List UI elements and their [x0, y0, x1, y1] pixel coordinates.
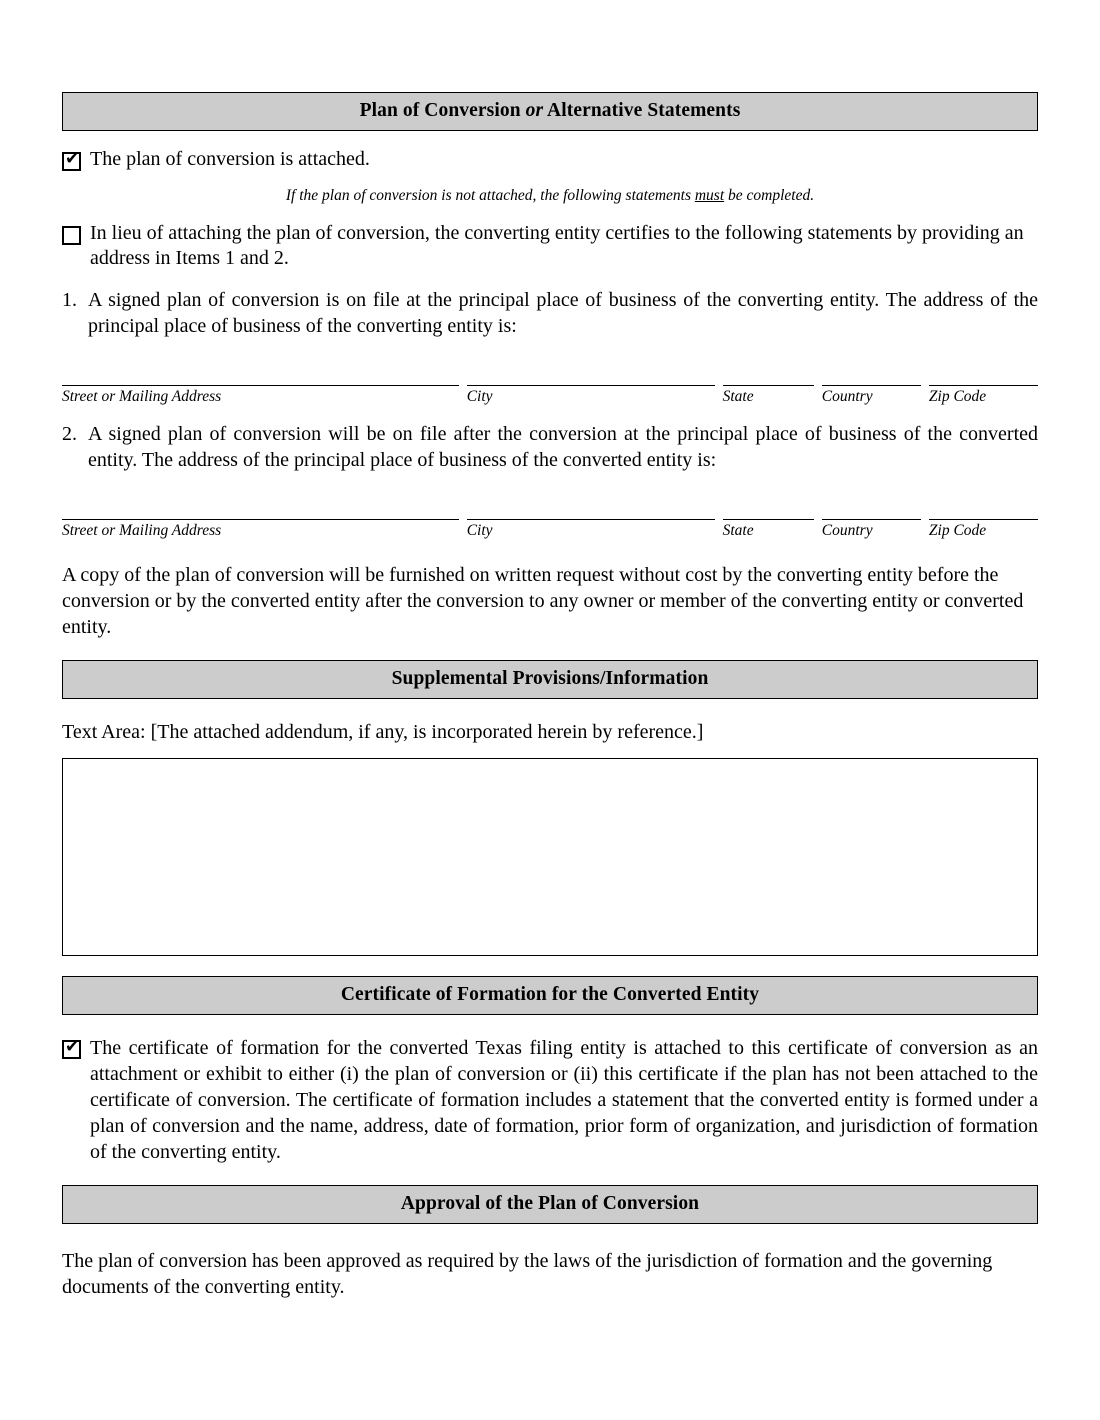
approval-text: The plan of conversion has been approved as required by the laws of the jurisdiction of formation and the governing documents of the converting entity.: [62, 1249, 993, 1298]
plan-in-lieu-row[interactable]: [62, 221, 1038, 272]
state-label-1: State: [722, 387, 754, 405]
plan-in-lieu-checkbox[interactable]: [62, 226, 81, 245]
country-label-1: Country: [821, 387, 873, 405]
state-input-2[interactable]: [723, 499, 814, 520]
plan-item-1-number: 1.: [62, 288, 77, 311]
label-gap: [814, 522, 822, 540]
certificate-attached-row[interactable]: [62, 1035, 1038, 1165]
city-label-1: City: [466, 387, 493, 405]
street-label-1: Street or Mailing Address: [62, 387, 222, 405]
certificate-attached-checkbox[interactable]: [62, 1040, 81, 1059]
country-input-1[interactable]: [822, 365, 921, 386]
section-header-supplemental: Supplemental Provisions/Information: [62, 660, 1038, 699]
section-header-certificate-of-formation: Certificate of Formation for the Converted Entity: [62, 976, 1038, 1015]
section-header-plan-text-1: Plan of Conversion: [359, 100, 526, 121]
street-input-2[interactable]: [62, 499, 459, 520]
state-label-2: State: [722, 521, 754, 539]
label-gap: [921, 522, 929, 540]
street-input-1[interactable]: [62, 365, 459, 386]
section-header-plan-of-conversion: [62, 92, 1038, 131]
label-gap: [715, 522, 723, 540]
label-gap: [459, 522, 467, 540]
certificate-attached-text: The certificate of formation for the converted Texas filing entity is attached to this certificate of conversion as an attachment or exhibit to either (i) the plan of conversion or (ii) this certificate if the plan has not been attached to the certificate of conversion. The certificate of formation includes a statement that the converted entity is formed under a plan of conversion and the name, address, date of formation, prior form of organization, and jurisdiction of formation of the converting entity.: [90, 1036, 1038, 1163]
country-label-2: Country: [821, 521, 873, 539]
plan-attached-checkbox[interactable]: [62, 152, 81, 171]
label-gap: [715, 388, 723, 406]
label-gap: [459, 388, 467, 406]
spacer: [62, 1165, 1038, 1185]
street-label-2: Street or Mailing Address: [62, 521, 222, 539]
city-label-2: City: [466, 521, 493, 539]
state-input-1[interactable]: [723, 365, 814, 386]
city-input-1[interactable]: [467, 365, 715, 386]
plan-attached-label: The plan of conversion is attached.: [90, 148, 370, 170]
address-fields-1: [62, 365, 1038, 386]
plan-not-attached-note: [62, 187, 1038, 205]
supplemental-textarea-label: Text Area: [The attached addendum, if any, is incorporated herein by reference.]: [62, 720, 704, 743]
plan-item-2: [62, 421, 1038, 473]
plan-item-2-text: A signed plan of conversion will be on file after the conversion at the principal place of business of the converted entity. The address of the principal place of business of the converted entity is:: [88, 422, 1038, 471]
spacer: [62, 956, 1038, 976]
label-gap: [814, 388, 822, 406]
spacer: [62, 640, 1038, 660]
section-header-approval: Approval of the Plan of Conversion: [62, 1185, 1038, 1224]
address-fields-2: [62, 499, 1038, 520]
plan-item-1: [62, 287, 1038, 339]
zip-input-1[interactable]: [929, 365, 1038, 386]
plan-attached-row[interactable]: [62, 147, 1038, 173]
note-must: must: [694, 186, 725, 204]
zip-label-2: Zip Code: [928, 521, 987, 539]
supplemental-textarea[interactable]: [62, 758, 1038, 956]
plan-item-1-text: A signed plan of conversion is on file at the principal place of business of the converting entity. The address of the principal place of business of the converting entity is:: [88, 288, 1038, 337]
city-input-2[interactable]: [467, 499, 715, 520]
zip-label-1: Zip Code: [928, 387, 987, 405]
note-prefix: If the plan of conversion is not attached, the following statements: [285, 186, 695, 204]
zip-input-2[interactable]: [929, 499, 1038, 520]
section-header-plan-text-2: Alternative Statements: [543, 100, 741, 121]
plan-copy-paragraph: A copy of the plan of conversion will be furnished on written request without cost by the converting entity before the conversion or by the converted entity after the conversion to any owner or member of the converting entity or converted entity.: [62, 563, 1024, 638]
address-labels-1: [62, 388, 1038, 406]
label-gap: [921, 388, 929, 406]
plan-in-lieu-label: In lieu of attaching the plan of conversion, the converting entity certifies to the following statements by providing an address in Items 1 and 2.: [90, 221, 1024, 270]
country-input-2[interactable]: [822, 499, 921, 520]
address-labels-2: [62, 522, 1038, 540]
section-header-plan-or: or: [525, 100, 544, 121]
plan-item-2-number: 2.: [62, 422, 77, 445]
note-suffix: be completed.: [724, 186, 815, 204]
